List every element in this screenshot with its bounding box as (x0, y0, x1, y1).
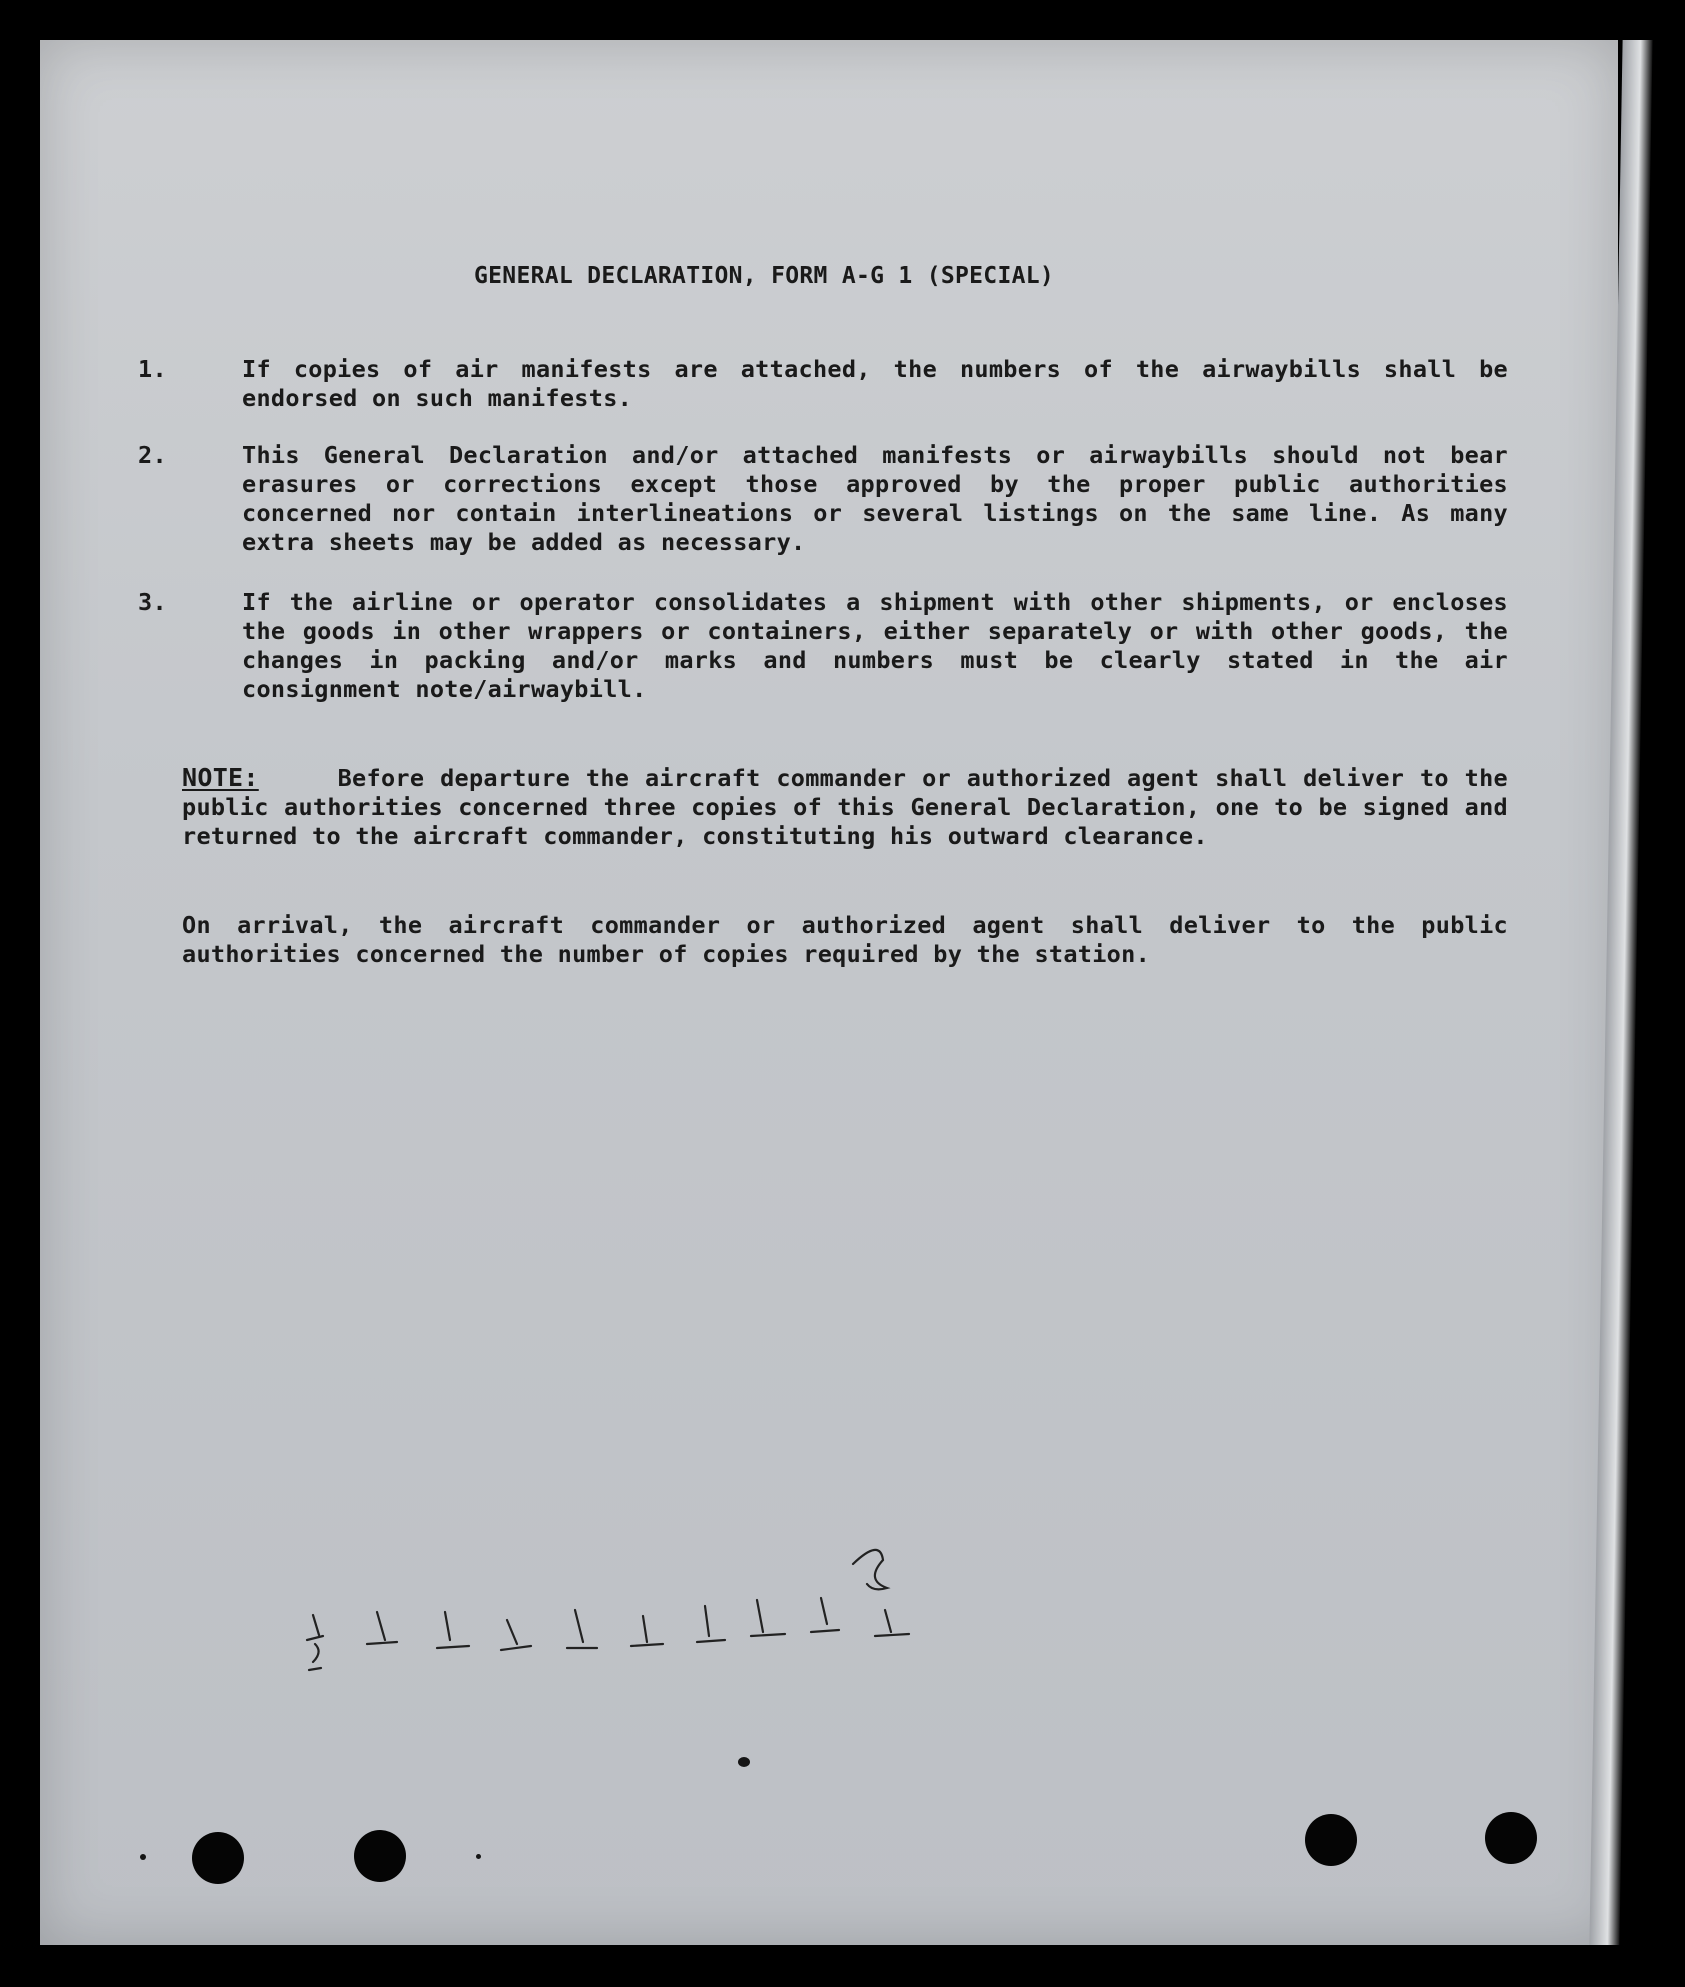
note-label: NOTE: (182, 763, 259, 792)
punch-hole (1305, 1814, 1357, 1866)
document-title: GENERAL DECLARATION, FORM A-G 1 (SPECIAL) (474, 263, 1055, 289)
ink-speck (140, 1854, 146, 1860)
note-text: Before departure the aircraft commander or authorized agent shall deliver to the public authorities concerned three copies of this General Declaration, one to be signed and returned to the aircraft commander, constituting his outward clearance. (182, 764, 1508, 850)
punch-hole (354, 1830, 406, 1882)
punch-hole (1485, 1812, 1537, 1864)
ink-speck (476, 1854, 481, 1859)
item-number: 2. (138, 441, 167, 469)
handwritten-tally-marks (305, 1540, 915, 1700)
item-number: 1. (138, 355, 167, 383)
note-paragraph (182, 763, 1508, 851)
punch-hole (192, 1832, 244, 1884)
arrival-paragraph: On arrival, the aircraft commander or authorized agent shall deliver to the public authorities concerned the number of copies required by the station. (182, 911, 1508, 968)
item-text: If the airline or operator consolidates a shipment with other shipments, or encloses the goods in other wrappers or containers, either separately or with other goods, the changes in packing and/or marks and numbers must be clearly stated in the air consignment note/airwaybill. (242, 588, 1508, 703)
item-number: 3. (138, 588, 167, 616)
instruction-item-3 (138, 588, 1508, 708)
ink-speck (738, 1757, 750, 1767)
instruction-item-2 (138, 441, 1508, 561)
item-text: This General Declaration and/or attached manifests or airwaybills should not bear erasures or corrections except those approved by the proper public authorities concerned nor contain interlineations or several listings on the same line. As many extra sheets may be added as necessary. (242, 441, 1508, 556)
item-text: If copies of air manifests are attached, the numbers of the airwaybills shall be endorsed on such manifests. (242, 355, 1508, 412)
instruction-item-1 (138, 355, 1508, 415)
paper-edge (1589, 40, 1652, 1945)
